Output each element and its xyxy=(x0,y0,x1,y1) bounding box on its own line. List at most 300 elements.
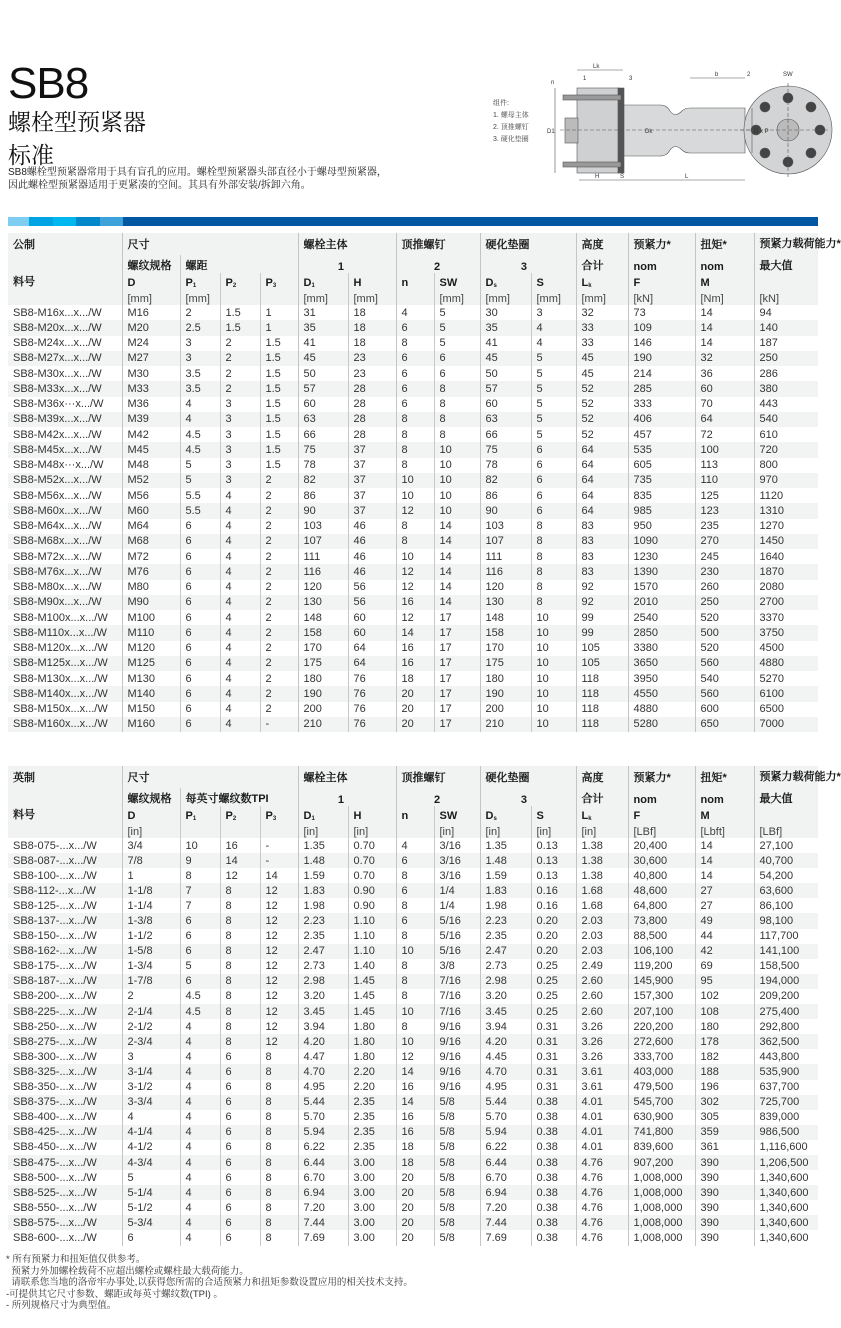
pitch-2-cell: 2 xyxy=(220,381,260,396)
washer-diameter-cell: 1.83 xyxy=(480,883,531,898)
washer-diameter-cell: 4.20 xyxy=(480,1034,531,1049)
bar-segment xyxy=(29,217,53,226)
max-load-capacity-cell: 4500 xyxy=(754,641,818,656)
preload-force-cell: 333,700 xyxy=(628,1049,695,1064)
component-number: 3 xyxy=(480,255,531,273)
washer-thickness-cell: 10 xyxy=(531,702,576,717)
screw-sw-cell: 17 xyxy=(434,702,480,717)
thread-size-cell: M24 xyxy=(122,336,180,351)
max-load-capacity-cell: 194,000 xyxy=(754,974,818,989)
max-load-capacity-cell: 1640 xyxy=(754,549,818,564)
screw-count-cell: 8 xyxy=(396,336,434,351)
table-row xyxy=(8,641,818,656)
body-height-cell: 0.90 xyxy=(348,883,396,898)
washer-diameter-cell: 3.20 xyxy=(480,989,531,1004)
washer-thickness-cell: 0.25 xyxy=(531,959,576,974)
preload-force-cell: 2850 xyxy=(628,625,695,640)
washer-diameter-cell: 7.44 xyxy=(480,1215,531,1230)
screw-count-cell: 6 xyxy=(396,883,434,898)
pitch-3-cell: 1.5 xyxy=(260,397,298,412)
table-row xyxy=(8,974,818,989)
table-row xyxy=(8,488,818,503)
total-height-cell: 52 xyxy=(576,381,628,396)
torque-cell: 359 xyxy=(695,1125,754,1140)
screw-count-cell: 14 xyxy=(396,625,434,640)
screw-sw-cell: 10 xyxy=(434,458,480,473)
torque-cell: 305 xyxy=(695,1110,754,1125)
table-row xyxy=(8,1095,818,1110)
total-height-cell: 1.38 xyxy=(576,853,628,868)
total-height-cell: 83 xyxy=(576,549,628,564)
pitch-1-cell: 3.5 xyxy=(180,366,220,381)
thread-size-cell: 5-3/4 xyxy=(122,1215,180,1230)
symbol-subscript: k xyxy=(588,816,592,822)
preload-force-cell: 479,500 xyxy=(628,1080,695,1095)
total-height-cell: 4.01 xyxy=(576,1095,628,1110)
thread-size-cell: 2-1/2 xyxy=(122,1019,180,1034)
pitch-2-cell: 8 xyxy=(220,974,260,989)
part-number-cell: SB8-375-...x.../W xyxy=(8,1095,122,1110)
part-number-cell: SB8-175-...x.../W xyxy=(13,960,97,973)
preload-force-cell: 403,000 xyxy=(628,1064,695,1079)
body-diameter-cell: 1.98 xyxy=(298,898,348,913)
pitch-3-cell: - xyxy=(260,838,298,853)
torque-cell: 27 xyxy=(695,898,754,913)
screw-count-cell: 20 xyxy=(396,1170,434,1185)
bar-segment xyxy=(100,217,123,226)
table-row xyxy=(8,412,818,427)
pitch-1-cell: 3 xyxy=(180,351,220,366)
screw-count-cell: 8 xyxy=(396,427,434,442)
torque-subheader: nom xyxy=(695,255,754,273)
bolt-hex-shape xyxy=(565,118,578,143)
body-height-cell: 23 xyxy=(348,366,396,381)
pitch-3-cell: 12 xyxy=(260,974,298,989)
washer-diameter-cell: 1.48 xyxy=(480,853,531,868)
part-number-cell: SB8-075-...x.../W xyxy=(13,839,97,852)
part-number-cell: SB8-500-...x.../W xyxy=(13,1171,97,1184)
body-height-symbol xyxy=(348,273,396,289)
washer-diameter-cell: 175 xyxy=(480,656,531,671)
torque-subheader: nom xyxy=(695,788,754,806)
body-diameter-cell: 180 xyxy=(298,671,348,686)
pitch-3-cell: 1.5 xyxy=(260,381,298,396)
part-number-cell: SB8-300-...x.../W xyxy=(13,1050,97,1063)
max-load-capacity-cell: 6500 xyxy=(754,702,818,717)
header-cell xyxy=(8,788,122,806)
pitch-2-cell: 4 xyxy=(220,549,260,564)
screw-count-cell: 6 xyxy=(396,320,434,335)
pitch-1-cell: 6 xyxy=(180,717,220,732)
torque-header: 扭矩* xyxy=(695,766,754,788)
washer-diameter-unit: [in] xyxy=(480,822,531,838)
pitch-2-cell: 1.5 xyxy=(220,305,260,320)
total-height-cell: 4.01 xyxy=(576,1110,628,1125)
washer-thickness-cell: 8 xyxy=(531,580,576,595)
washer-thickness-cell: 0.31 xyxy=(531,1080,576,1095)
body-diameter-cell: 190 xyxy=(298,686,348,701)
header-cell xyxy=(348,255,396,273)
washer-thickness-cell: 8 xyxy=(531,519,576,534)
body-diameter-symbol xyxy=(298,273,348,289)
body-diameter-cell: 4.20 xyxy=(298,1034,348,1049)
pitch-1-unit: [mm] xyxy=(180,289,220,305)
symbol: S xyxy=(536,277,544,289)
pitch-3-cell: 1.5 xyxy=(260,351,298,366)
screw-count-unit xyxy=(396,289,434,305)
screw-sw-cell: 5/8 xyxy=(434,1215,480,1230)
part-number-cell: SB8-M16x...x.../W xyxy=(13,306,102,319)
body-height-cell: 23 xyxy=(348,351,396,366)
body-diameter-cell: 5.94 xyxy=(298,1125,348,1140)
total-height-cell: 33 xyxy=(576,320,628,335)
washer-thickness-cell: 4 xyxy=(531,336,576,351)
max-load-capacity-cell: 1,206,500 xyxy=(754,1155,818,1170)
screw-count-cell: 16 xyxy=(396,595,434,610)
washer-diameter-cell: 63 xyxy=(480,412,531,427)
symbol: H xyxy=(353,277,362,289)
thread-size-cell: 2-1/4 xyxy=(122,1004,180,1019)
body-diameter-cell: 2.47 xyxy=(298,944,348,959)
preload-force-unit: [kN] xyxy=(628,289,695,305)
height-header: 高度 xyxy=(576,766,628,788)
total-height-cell: 83 xyxy=(576,564,628,579)
screw-count-cell: 12 xyxy=(396,610,434,625)
body-height-cell: 1.45 xyxy=(348,1004,396,1019)
preload-force-cell: 4550 xyxy=(628,686,695,701)
pitch-2-cell: 6 xyxy=(220,1110,260,1125)
screw-sw-cell: 1/4 xyxy=(434,883,480,898)
pitch-1-cell: 3.5 xyxy=(180,381,220,396)
washer-thickness-cell: 0.20 xyxy=(531,944,576,959)
washer-thickness-unit: [in] xyxy=(531,822,576,838)
pitch-3-cell: 12 xyxy=(260,1019,298,1034)
part-number-cell: SB8-M68x...x.../W xyxy=(8,534,122,549)
pitch-3-cell: 8 xyxy=(260,1140,298,1155)
capacity-subheader: 最大值 xyxy=(754,788,818,806)
thread-size-cell: 3-3/4 xyxy=(122,1095,180,1110)
washer-thickness-cell: 0.38 xyxy=(531,1215,576,1230)
body-diameter-cell: 2.23 xyxy=(298,913,348,928)
max-load-capacity-cell: 800 xyxy=(754,458,818,473)
description-line: 因此螺栓型预紧器适用于更紧凑的空间。其具有外部安装/拆卸六角。 xyxy=(8,180,311,191)
pitch-2-cell: 6 xyxy=(220,1200,260,1215)
symbol: L xyxy=(581,810,589,822)
washer-thickness-cell: 0.38 xyxy=(531,1155,576,1170)
pitch-2-cell: 3 xyxy=(220,397,260,412)
body-diameter-cell: 86 xyxy=(298,488,348,503)
pitch-2-cell: 3 xyxy=(220,473,260,488)
screw-count-cell: 6 xyxy=(396,351,434,366)
body-height-cell: 28 xyxy=(348,381,396,396)
jack-screw-header: 顶推螺钉 xyxy=(396,766,480,788)
torque-cell: 520 xyxy=(695,641,754,656)
label-sw: SW xyxy=(783,72,793,78)
size-header: 尺寸 xyxy=(122,766,298,788)
screw-sw-cell: 14 xyxy=(434,580,480,595)
washer-diameter-cell: 210 xyxy=(480,717,531,732)
table-row xyxy=(8,1049,818,1064)
part-number-unit xyxy=(8,822,122,838)
total-height-cell: 92 xyxy=(576,595,628,610)
thread-size-cell: M56 xyxy=(122,488,180,503)
washer-diameter-cell: 4.70 xyxy=(480,1064,531,1079)
body-height-cell: 3.00 xyxy=(348,1185,396,1200)
pitch-1-cell: 4 xyxy=(180,1110,220,1125)
body-diameter-cell: 57 xyxy=(298,381,348,396)
body-height-cell: 3.00 xyxy=(348,1170,396,1185)
part-number-cell: SB8-M80x...x.../W xyxy=(13,581,102,594)
washer-thickness-cell: 10 xyxy=(531,656,576,671)
preload-force-cell: 950 xyxy=(628,519,695,534)
legend-item: 2. 顶推螺钉 xyxy=(493,124,529,131)
washer-diameter-cell: 3.45 xyxy=(480,1004,531,1019)
preload-force-cell: 106,100 xyxy=(628,944,695,959)
washer-diameter-cell: 30 xyxy=(480,305,531,320)
body-height-cell: 76 xyxy=(348,671,396,686)
part-number-cell: SB8-M33x...x.../W xyxy=(8,381,122,396)
body-diameter-cell: 7.44 xyxy=(298,1215,348,1230)
label-dk: Dk xyxy=(645,129,653,135)
pitch-2-cell: 2 xyxy=(220,351,260,366)
screw-count-cell: 10 xyxy=(396,944,434,959)
pitch-1-cell: 6 xyxy=(180,656,220,671)
screw-sw-cell: 9/16 xyxy=(434,1034,480,1049)
thread-size-cell: 4-1/4 xyxy=(122,1125,180,1140)
max-load-capacity-cell: 535,900 xyxy=(754,1064,818,1079)
pitch-1-cell: 7 xyxy=(180,898,220,913)
table-row xyxy=(8,473,818,488)
total-height-cell: 4.76 xyxy=(576,1155,628,1170)
screw-sw-cell: 17 xyxy=(434,625,480,640)
pitch-2-cell: 8 xyxy=(220,944,260,959)
part-number-cell: SB8-M130x...x.../W xyxy=(13,672,108,685)
pitch-2-cell: 6 xyxy=(220,1095,260,1110)
washer-thickness-cell: 0.13 xyxy=(531,868,576,883)
washer-header: 硬化垫圈 xyxy=(480,766,576,788)
screw-count-cell: 20 xyxy=(396,1200,434,1215)
max-load-capacity-unit: [LBf] xyxy=(754,822,818,838)
preload-force-cell: 5280 xyxy=(628,717,695,732)
preload-force-cell: 285 xyxy=(628,381,695,396)
preload-subheader: nom xyxy=(628,255,695,273)
pitch-3-cell: 12 xyxy=(260,883,298,898)
max-load-capacity-cell: 725,700 xyxy=(754,1095,818,1110)
pitch-3-cell: 2 xyxy=(260,549,298,564)
total-height-cell: 4.76 xyxy=(576,1215,628,1230)
body-diameter-symbol xyxy=(298,806,348,822)
preload-force-cell: 535 xyxy=(628,442,695,457)
screw-sw-cell: 10 xyxy=(434,503,480,518)
washer-thickness-cell: 5 xyxy=(531,427,576,442)
symbol-subscript: 3 xyxy=(272,283,277,289)
body-diameter-cell: 6.94 xyxy=(298,1185,348,1200)
screw-count-cell: 10 xyxy=(396,1034,434,1049)
thread-size-cell: M90 xyxy=(122,595,180,610)
part-number-cell: SB8-250-...x.../W xyxy=(13,1020,97,1033)
pitch-2-cell: 6 xyxy=(220,1140,260,1155)
pitch-2-cell: 8 xyxy=(220,898,260,913)
system-label: 公制 xyxy=(8,233,122,255)
total-height-cell: 1.68 xyxy=(576,898,628,913)
size-header: 尺寸 xyxy=(122,233,298,255)
body-diameter-cell: 6.70 xyxy=(298,1170,348,1185)
torque-cell: 123 xyxy=(695,503,754,518)
torque-cell: 125 xyxy=(695,488,754,503)
pitch-header: 螺距 xyxy=(180,255,298,273)
table-row xyxy=(8,1215,818,1230)
part-number-cell: SB8-M76x...x.../W xyxy=(8,564,122,579)
washer-header: 硬化垫圈 xyxy=(480,233,576,255)
torque-cell: 14 xyxy=(695,336,754,351)
torque-cell: 44 xyxy=(695,929,754,944)
table-row xyxy=(8,671,818,686)
screw-sw-cell: 5/8 xyxy=(434,1155,480,1170)
washer-thickness-cell: 5 xyxy=(531,366,576,381)
pitch-2-cell: 8 xyxy=(220,989,260,1004)
body-diameter-cell: 1.59 xyxy=(298,868,348,883)
pitch-1-cell: 4 xyxy=(180,1080,220,1095)
screw-count-cell: 20 xyxy=(396,1230,434,1245)
body-diameter-cell: 4.70 xyxy=(298,1064,348,1079)
max-load-capacity-cell: 141,100 xyxy=(754,944,818,959)
preload-force-cell: 1,008,000 xyxy=(628,1200,695,1215)
body-height-cell: 37 xyxy=(348,458,396,473)
part-number-cell: SB8-200-...x.../W xyxy=(13,990,97,1003)
screw-sw-cell: 14 xyxy=(434,549,480,564)
thread-size-cell: M36 xyxy=(122,397,180,412)
screw-count-cell: 6 xyxy=(396,381,434,396)
screw-sw-cell: 9/16 xyxy=(434,1080,480,1095)
symbol-subscript: 1 xyxy=(192,816,197,822)
height-header: 高度 xyxy=(576,233,628,255)
washer-thickness-symbol xyxy=(531,806,576,822)
washer-diameter-cell: 107 xyxy=(480,534,531,549)
max-load-capacity-cell: 610 xyxy=(754,427,818,442)
footnote: 预紧力外加螺栓载荷不应超出螺栓或螺柱最大载荷能力。 xyxy=(6,1265,249,1277)
body-height-cell: 2.20 xyxy=(348,1064,396,1079)
body-height-symbol xyxy=(348,806,396,822)
pitch-1-cell: 4 xyxy=(180,412,220,427)
pitch-3-symbol xyxy=(260,806,298,822)
pitch-2-cell: 6 xyxy=(220,1185,260,1200)
body-height-cell: 60 xyxy=(348,625,396,640)
washer-diameter-cell: 60 xyxy=(480,397,531,412)
label-component-3: 3 xyxy=(629,76,633,82)
screw-count-cell: 4 xyxy=(396,305,434,320)
screw-sw-cell: 5 xyxy=(434,320,480,335)
thread-size-cell: M130 xyxy=(122,671,180,686)
washer-thickness-cell: 3 xyxy=(531,305,576,320)
height-subheader: 合计 xyxy=(576,788,628,806)
preload-force-cell: 3950 xyxy=(628,671,695,686)
total-height-cell: 64 xyxy=(576,488,628,503)
torque-symbol xyxy=(695,273,754,289)
body-diameter-cell: 63 xyxy=(298,412,348,427)
part-number-header: 料号 xyxy=(8,273,122,289)
body-diameter-cell: 6.44 xyxy=(298,1155,348,1170)
body-height-cell: 46 xyxy=(348,519,396,534)
thread-size-cell: M140 xyxy=(122,686,180,701)
washer-diameter-cell: 4.95 xyxy=(480,1080,531,1095)
body-height-cell: 0.90 xyxy=(348,898,396,913)
torque-cell: 108 xyxy=(695,1004,754,1019)
torque-cell: 230 xyxy=(695,564,754,579)
washer-thickness-cell: 10 xyxy=(531,717,576,732)
screw-sw-cell: 17 xyxy=(434,641,480,656)
screw-count-cell: 18 xyxy=(396,671,434,686)
torque-cell: 64 xyxy=(695,412,754,427)
torque-cell: 560 xyxy=(695,656,754,671)
total-height-cell: 52 xyxy=(576,427,628,442)
pitch-3-cell: 8 xyxy=(260,1080,298,1095)
part-number-cell: SB8-600-...x.../W xyxy=(13,1231,97,1244)
body-diameter-cell: 7.20 xyxy=(298,1200,348,1215)
body-height-cell: 1.80 xyxy=(348,1019,396,1034)
thread-size-cell: M39 xyxy=(122,412,180,427)
screw-sw-cell: 9/16 xyxy=(434,1049,480,1064)
table-row xyxy=(8,1080,818,1095)
screw-count-cell: 6 xyxy=(396,853,434,868)
pitch-3-cell: 12 xyxy=(260,959,298,974)
washer-diameter-cell: 6.44 xyxy=(480,1155,531,1170)
max-load-capacity-cell: 54,200 xyxy=(754,868,818,883)
max-load-capacity-cell: 117,700 xyxy=(754,929,818,944)
body-height-cell: 76 xyxy=(348,702,396,717)
washer-thickness-cell: 0.16 xyxy=(531,898,576,913)
washer-diameter-cell: 86 xyxy=(480,488,531,503)
body-height-cell: 3.00 xyxy=(348,1230,396,1245)
body-height-cell: 18 xyxy=(348,336,396,351)
pitch-1-cell: 6 xyxy=(180,974,220,989)
symbol: S xyxy=(536,810,544,822)
screw-sw-unit: [in] xyxy=(434,822,480,838)
screw-sw-cell: 5/16 xyxy=(434,913,480,928)
imperial-spec-table xyxy=(8,766,841,1246)
footnotes xyxy=(6,1254,413,1312)
part-number-cell: SB8-M150x...x.../W xyxy=(13,703,108,716)
body-diameter-cell: 2.35 xyxy=(298,929,348,944)
header-cell xyxy=(396,255,434,273)
pitch-2-cell: 4 xyxy=(220,625,260,640)
torque-cell: 196 xyxy=(695,1080,754,1095)
component-number: 1 xyxy=(298,255,348,273)
pitch-2-cell: 8 xyxy=(220,929,260,944)
component-number: 1 xyxy=(298,788,348,806)
pitch-1-cell: 6 xyxy=(180,913,220,928)
body-diameter-unit: [in] xyxy=(298,822,348,838)
label-lk: Lk xyxy=(593,64,600,70)
pitch-2-cell: 4 xyxy=(220,564,260,579)
table-row xyxy=(8,1170,818,1185)
part-number-cell: SB8-550-...x.../W xyxy=(13,1201,97,1214)
part-number-cell: SB8-M36x···x.../W xyxy=(13,398,104,411)
washer-thickness-symbol xyxy=(531,273,576,289)
symbol: P xyxy=(225,810,233,822)
screw-sw-cell: 7/16 xyxy=(434,974,480,989)
preload-force-cell: 1390 xyxy=(628,564,695,579)
body-height-cell: 0.70 xyxy=(348,868,396,883)
label-s: S xyxy=(620,174,625,180)
height-subheader: 合计 xyxy=(576,255,628,273)
max-load-capacity-cell: 286 xyxy=(754,366,818,381)
header-cell xyxy=(396,788,434,806)
preload-header: 预紧力* xyxy=(628,766,695,788)
washer-diameter-cell: 148 xyxy=(480,610,531,625)
symbol: SW xyxy=(439,810,458,822)
table-row xyxy=(8,1185,818,1200)
body-height-unit: [mm] xyxy=(348,289,396,305)
